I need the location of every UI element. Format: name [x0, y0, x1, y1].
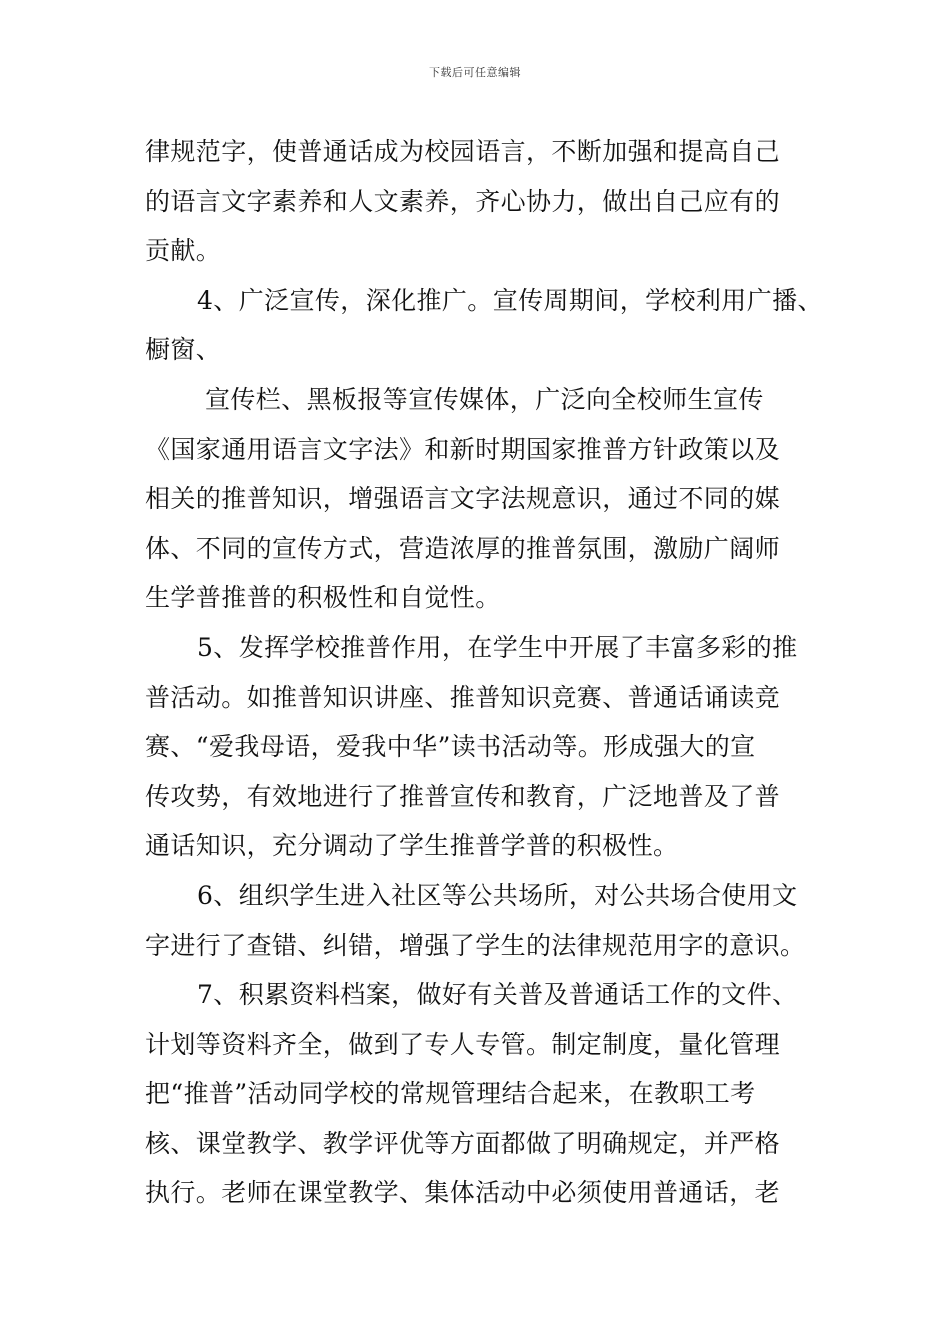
- paragraph-4-start: 4、广泛宣传，深化推广。宣传周期间，学校利用广播、: [197, 285, 823, 315]
- text-line: 的语言文字素养和人文素养，齐心协力，做出自己应有的: [145, 186, 781, 216]
- text-line: 相关的推普知识，增强语言文字法规意识，通过不同的媒: [145, 484, 781, 514]
- page-header: 下载后可任意编辑: [429, 66, 521, 79]
- text-line: 执行。老师在课堂教学、集体活动中必须使用普通话，老: [145, 1178, 781, 1208]
- text-line: 《国家通用语言文字法》和新时期国家推普方针政策以及: [145, 434, 781, 464]
- text-line: 橱窗、: [145, 335, 222, 365]
- text-line: 计划等资料齐全，做到了专人专管。制定制度，量化管理: [145, 1029, 781, 1059]
- text-line: 赛、“爱我母语，爱我中华”读书活动等。形成强大的宣: [145, 732, 756, 762]
- document-body: [145, 127, 823, 1218]
- text-line: 核、课堂教学、教学评优等方面都做了明确规定，并严格: [145, 1128, 781, 1158]
- text-line: 贡献。: [145, 236, 222, 266]
- text-line: 字进行了查错、纠错，增强了学生的法律规范用字的意识。: [145, 930, 806, 960]
- text-line: 宣传栏、黑板报等宣传媒体，广泛向全校师生宣传: [205, 384, 764, 414]
- text-line: 生学普推普的积极性和自觉性。: [145, 583, 501, 613]
- text-line: 传攻势，有效地进行了推普宣传和教育，广泛地普及了普: [145, 781, 781, 811]
- paragraph-6-start: 6、组织学生进入社区等公共场所，对公共场合使用文: [197, 880, 798, 910]
- paragraph-5-start: 5、发挥学校推普作用，在学生中开展了丰富多彩的推: [197, 632, 798, 662]
- text-line: 把“推普”活动同学校的常规管理结合起来，在教职工考: [145, 1079, 756, 1109]
- paragraph-7-start: 7、积累资料档案，做好有关普及普通话工作的文件、: [197, 980, 798, 1010]
- text-line: 通话知识，充分调动了学生推普学普的积极性。: [145, 831, 679, 861]
- text-line: 体、不同的宣传方式，营造浓厚的推普氛围，激励广阔师: [145, 533, 781, 563]
- text-line: 律规范字，使普通话成为校园语言，不断加强和提高自己: [145, 137, 781, 166]
- text-line: 普活动。如推普知识讲座、推普知识竞赛、普通话诵读竞: [145, 682, 781, 712]
